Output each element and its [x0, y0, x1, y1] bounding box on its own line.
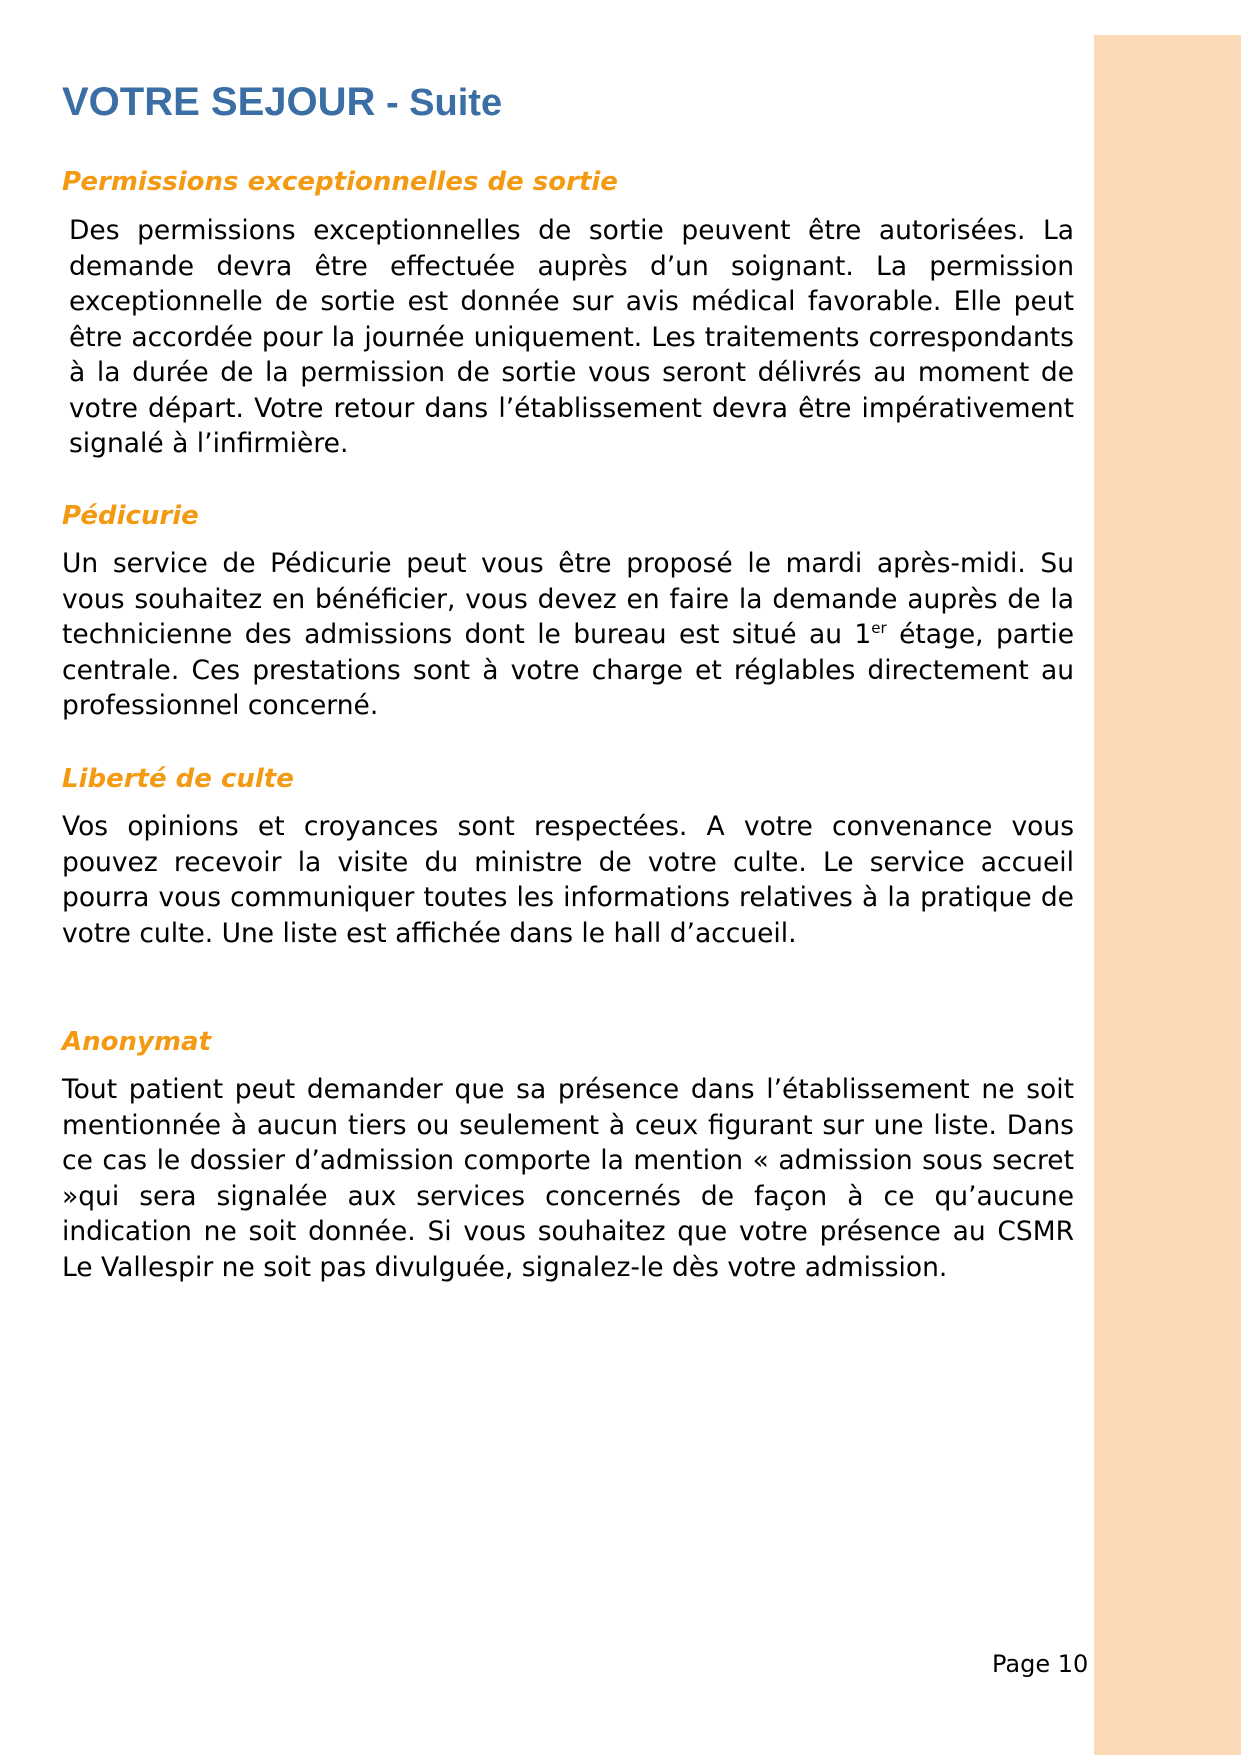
page-title-suffix: - Suite	[375, 82, 503, 124]
section-text-pedicurie	[62, 546, 1074, 724]
pedicurie-text-start: Un service de Pédicurie peut vous être proposé le mardi après-midi. Su vous souhaitez en bénéficier, vous devez en faire la demande auprès de la technicienne des admissions dont le bureau est situé au 1	[62, 548, 1074, 650]
pedicurie-superscript: er	[871, 619, 887, 638]
section-text-culte: Vos opinions et croyances sont respectées. A votre convenance vous pouvez recevoir la visite du ministre de votre culte. Le service accueil pourra vous communiquer toutes les informations relatives à la pratique de votre culte. Une liste est affichée dans le hall d’accueil.	[62, 811, 1074, 949]
page-title-main: VOTRE SEJOUR	[62, 80, 376, 124]
section-heading-anonymat: Anonymat	[62, 1027, 212, 1057]
section-text-anonymat: Tout patient peut demander que sa présence dans l’établissement ne soit mentionnée à aucun tiers ou seulement à ceux figurant sur une liste. Dans ce cas le dossier d’admission comporte la mention « admission sous secret »qui sera signalée aux services concernés de façon à ce qu’aucune indication ne soit donnée. Si vous souhaitez que votre présence au CSMR Le Vallespir ne soit pas divulguée, signalez-le dès votre admission.	[62, 1074, 1074, 1283]
decorative-sidebar	[1094, 35, 1241, 1755]
section-text-permissions: Des permissions exceptionnelles de sortie peuvent être autorisées. La demande devra être effectuée auprès d’un soignant. La permission exceptionnelle de sortie est donnée sur avis médical favorable. Elle peut être accordée pour la journée uniquement. Les traitements correspondants à la durée de la permission de sortie vous seront délivrés au moment de votre départ. Votre retour dans l’établissement devra être impérativement signalé à l’infirmière.	[69, 215, 1074, 459]
section-heading-culte: Liberté de culte	[62, 764, 294, 794]
page-title	[62, 78, 502, 127]
section-heading-permissions: Permissions exceptionnelles de sortie	[62, 167, 618, 197]
page-number: Page 10	[992, 1650, 1089, 1678]
pedicurie-text-end: étage, partie centrale. Ces prestations sont à votre charge et réglables directement au professionnel concerné.	[62, 619, 1074, 721]
section-heading-pedicurie: Pédicurie	[62, 501, 199, 531]
